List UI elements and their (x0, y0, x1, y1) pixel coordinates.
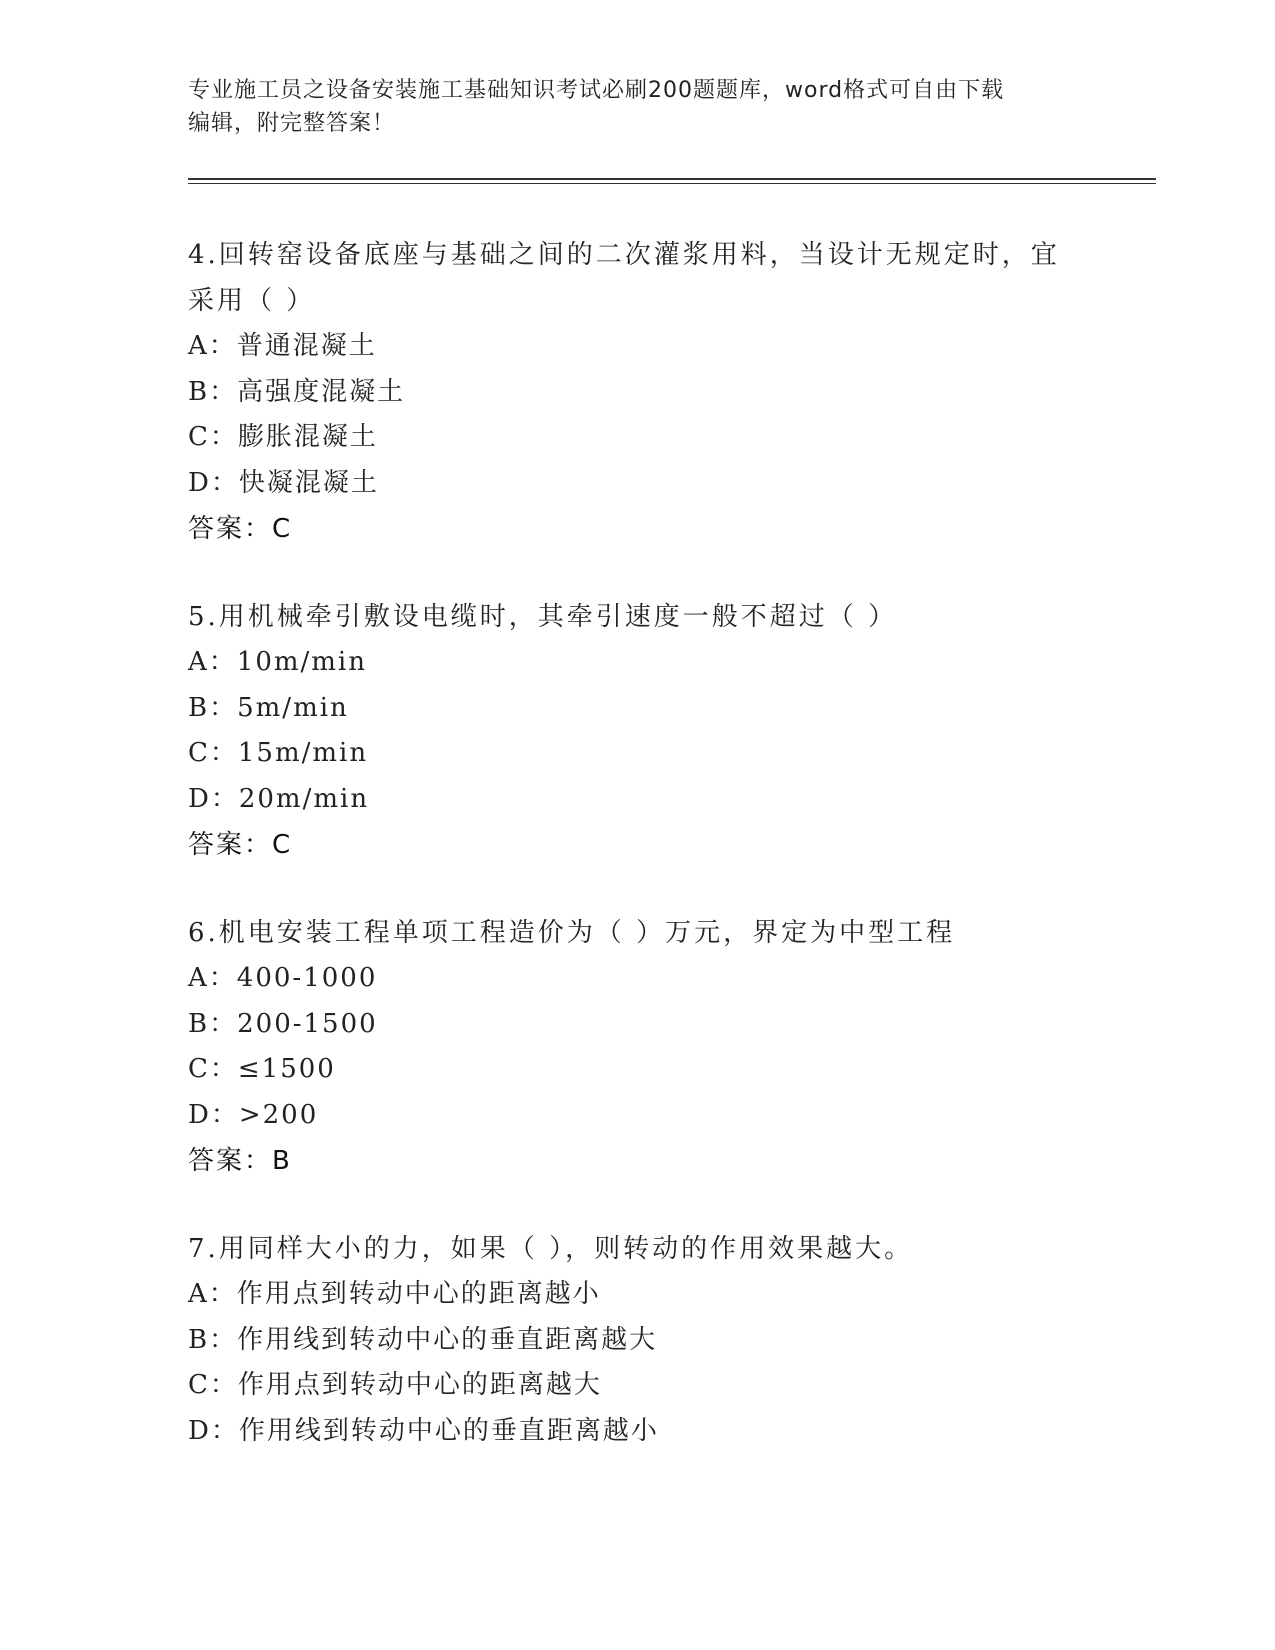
header-title-line-1: 专业施工员之设备安装施工基础知识考试必刷200题题库，word格式可自由下载 (188, 78, 1005, 103)
answer-line: 答案：C (188, 830, 293, 860)
question-stem: 4.回转窑设备底座与基础之间的二次灌浆用料，当设计无规定时，宜 (188, 240, 1060, 270)
question-list (188, 232, 1088, 1496)
option-c: C：≤1500 (188, 1054, 336, 1084)
answer-line: 答案：C (188, 514, 293, 544)
answer-line: 答案：B (188, 1146, 292, 1176)
option-c: C：作用点到转动中心的距离越大 (188, 1370, 602, 1400)
question-stem: 6.机电安装工程单项工程造价为（ ）万元，界定为中型工程 (188, 918, 956, 948)
option-b: B：作用线到转动中心的垂直距离越大 (188, 1324, 658, 1355)
document-header (188, 74, 1088, 140)
header-title-line-2: 编辑，附完整答案！ (188, 111, 396, 136)
option-a: A：400-1000 (188, 963, 378, 993)
question-4 (188, 232, 1088, 552)
question-6 (188, 910, 1088, 1184)
option-b: B：高强度混凝土 (188, 376, 406, 407)
option-c: C：15m/min (188, 738, 369, 768)
option-d: D：>200 (188, 1099, 319, 1130)
option-d: D：快凝混凝土 (188, 467, 379, 498)
option-a: A：10m/min (188, 647, 367, 677)
question-stem-continued: 采用（ ） (188, 286, 316, 316)
option-a: A：普通混凝土 (188, 331, 377, 361)
option-b: B：5m/min (188, 692, 349, 723)
option-c: C：膨胀混凝土 (188, 422, 378, 452)
header-divider-thin (188, 183, 1156, 184)
option-d: D：20m/min (188, 783, 370, 814)
option-b: B：200-1500 (188, 1008, 378, 1039)
question-stem: 7.用同样大小的力，如果（ ），则转动的作用效果越大。 (188, 1234, 914, 1264)
question-7 (188, 1226, 1088, 1454)
question-stem: 5.用机械牵引敷设电缆时，其牵引速度一般不超过（ ） (188, 602, 898, 632)
option-a: A：作用点到转动中心的距离越小 (188, 1279, 601, 1309)
question-5 (188, 594, 1088, 868)
option-d: D：作用线到转动中心的垂直距离越小 (188, 1415, 659, 1446)
header-divider-thick (188, 178, 1156, 180)
